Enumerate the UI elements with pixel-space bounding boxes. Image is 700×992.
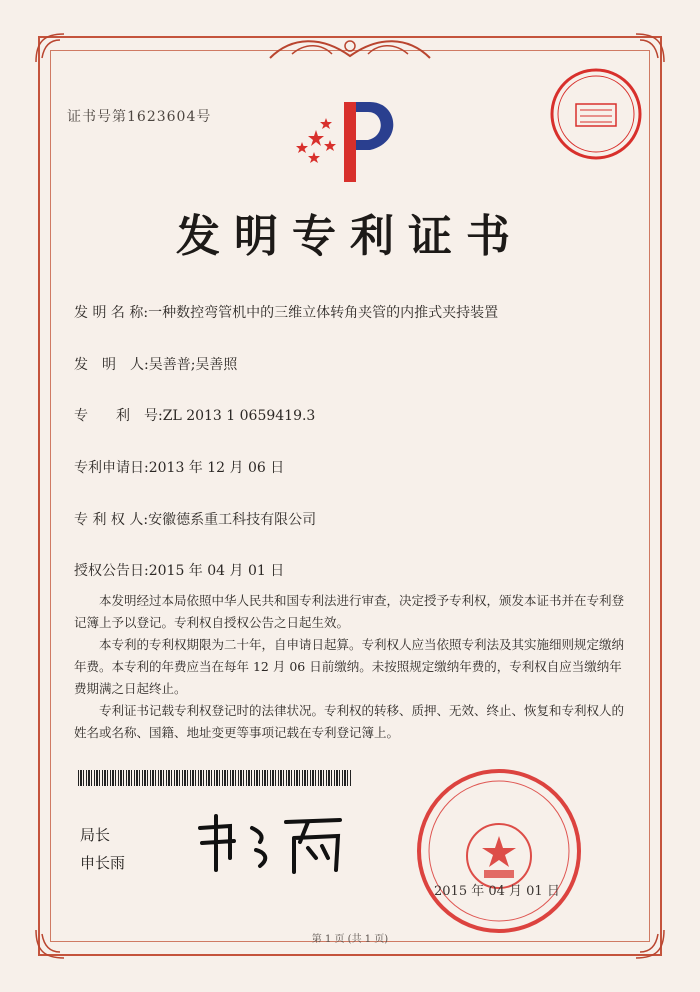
field-patent-number (74, 405, 315, 425)
field-label: 专 利 号: (74, 408, 163, 424)
field-value: 2015 年 04 月 01 日 (148, 563, 285, 579)
certificate-body (74, 590, 634, 744)
top-ornament (262, 28, 438, 72)
certificate-number: 证书号第1623604号 (67, 109, 212, 125)
director-signature (190, 808, 350, 878)
field-patentee (74, 509, 316, 529)
field-value: 一种数控弯管机中的三维立体转角夹管的内推式夹持装置 (148, 305, 499, 321)
corner-ornament-tl (30, 28, 70, 68)
field-inventor (74, 354, 237, 374)
body-paragraph: 专利证书记载专利权登记时的法律状况。专利权的转移、质押、无效、终止、恢复和专利权人的姓名或名称、国籍、地址变更等事项记载在专利登记簿上。 (74, 703, 625, 740)
field-application-date (74, 457, 284, 477)
field-label: 专利申请日: (74, 460, 149, 476)
body-paragraph: 本专利的专利权期限为二十年，自申请日起算。专利权人应当依照专利法及其实施细则规定缴纳年费。本专利的年费应当在每年 12 月 06 日前缴纳。未按照规定缴纳年费的，专利权自应当缴纳年费期满之日起终止。 (74, 637, 625, 696)
field-label: 授权公告日: (74, 563, 149, 579)
agency-seal (546, 64, 646, 164)
barcode (78, 770, 352, 786)
field-label: 发 明 人: (74, 357, 149, 373)
field-label: 发 明 名 称: (74, 305, 149, 321)
director-title: 局长 (80, 826, 111, 844)
field-label: 专 利 权 人: (74, 512, 149, 528)
page-number: 第 1 页 (共 1 页) (311, 934, 389, 945)
field-value: 安徽德系重工科技有限公司 (148, 512, 317, 528)
corner-ornament-tr (630, 28, 670, 68)
director-name: 申长雨 (80, 854, 126, 872)
field-value: 2013 年 12 月 06 日 (148, 460, 285, 476)
state-office-seal (414, 766, 584, 936)
issue-date: 2015 年 04 月 01 日 (434, 884, 560, 899)
field-invention-name (74, 302, 498, 322)
body-paragraph: 本发明经过本局依照中华人民共和国专利法进行审查，决定授予专利权，颁发本证书并在专利登记簿上予以登记。专利权自授权公告之日起生效。 (74, 593, 625, 630)
certificate-title: 发明专利证书 (176, 211, 524, 262)
patent-office-logo-icon (286, 92, 416, 192)
field-value: ZL 2013 1 0659419.3 (162, 408, 316, 424)
field-value: 吴善普;吴善照 (148, 357, 238, 373)
field-grant-date (74, 560, 284, 580)
